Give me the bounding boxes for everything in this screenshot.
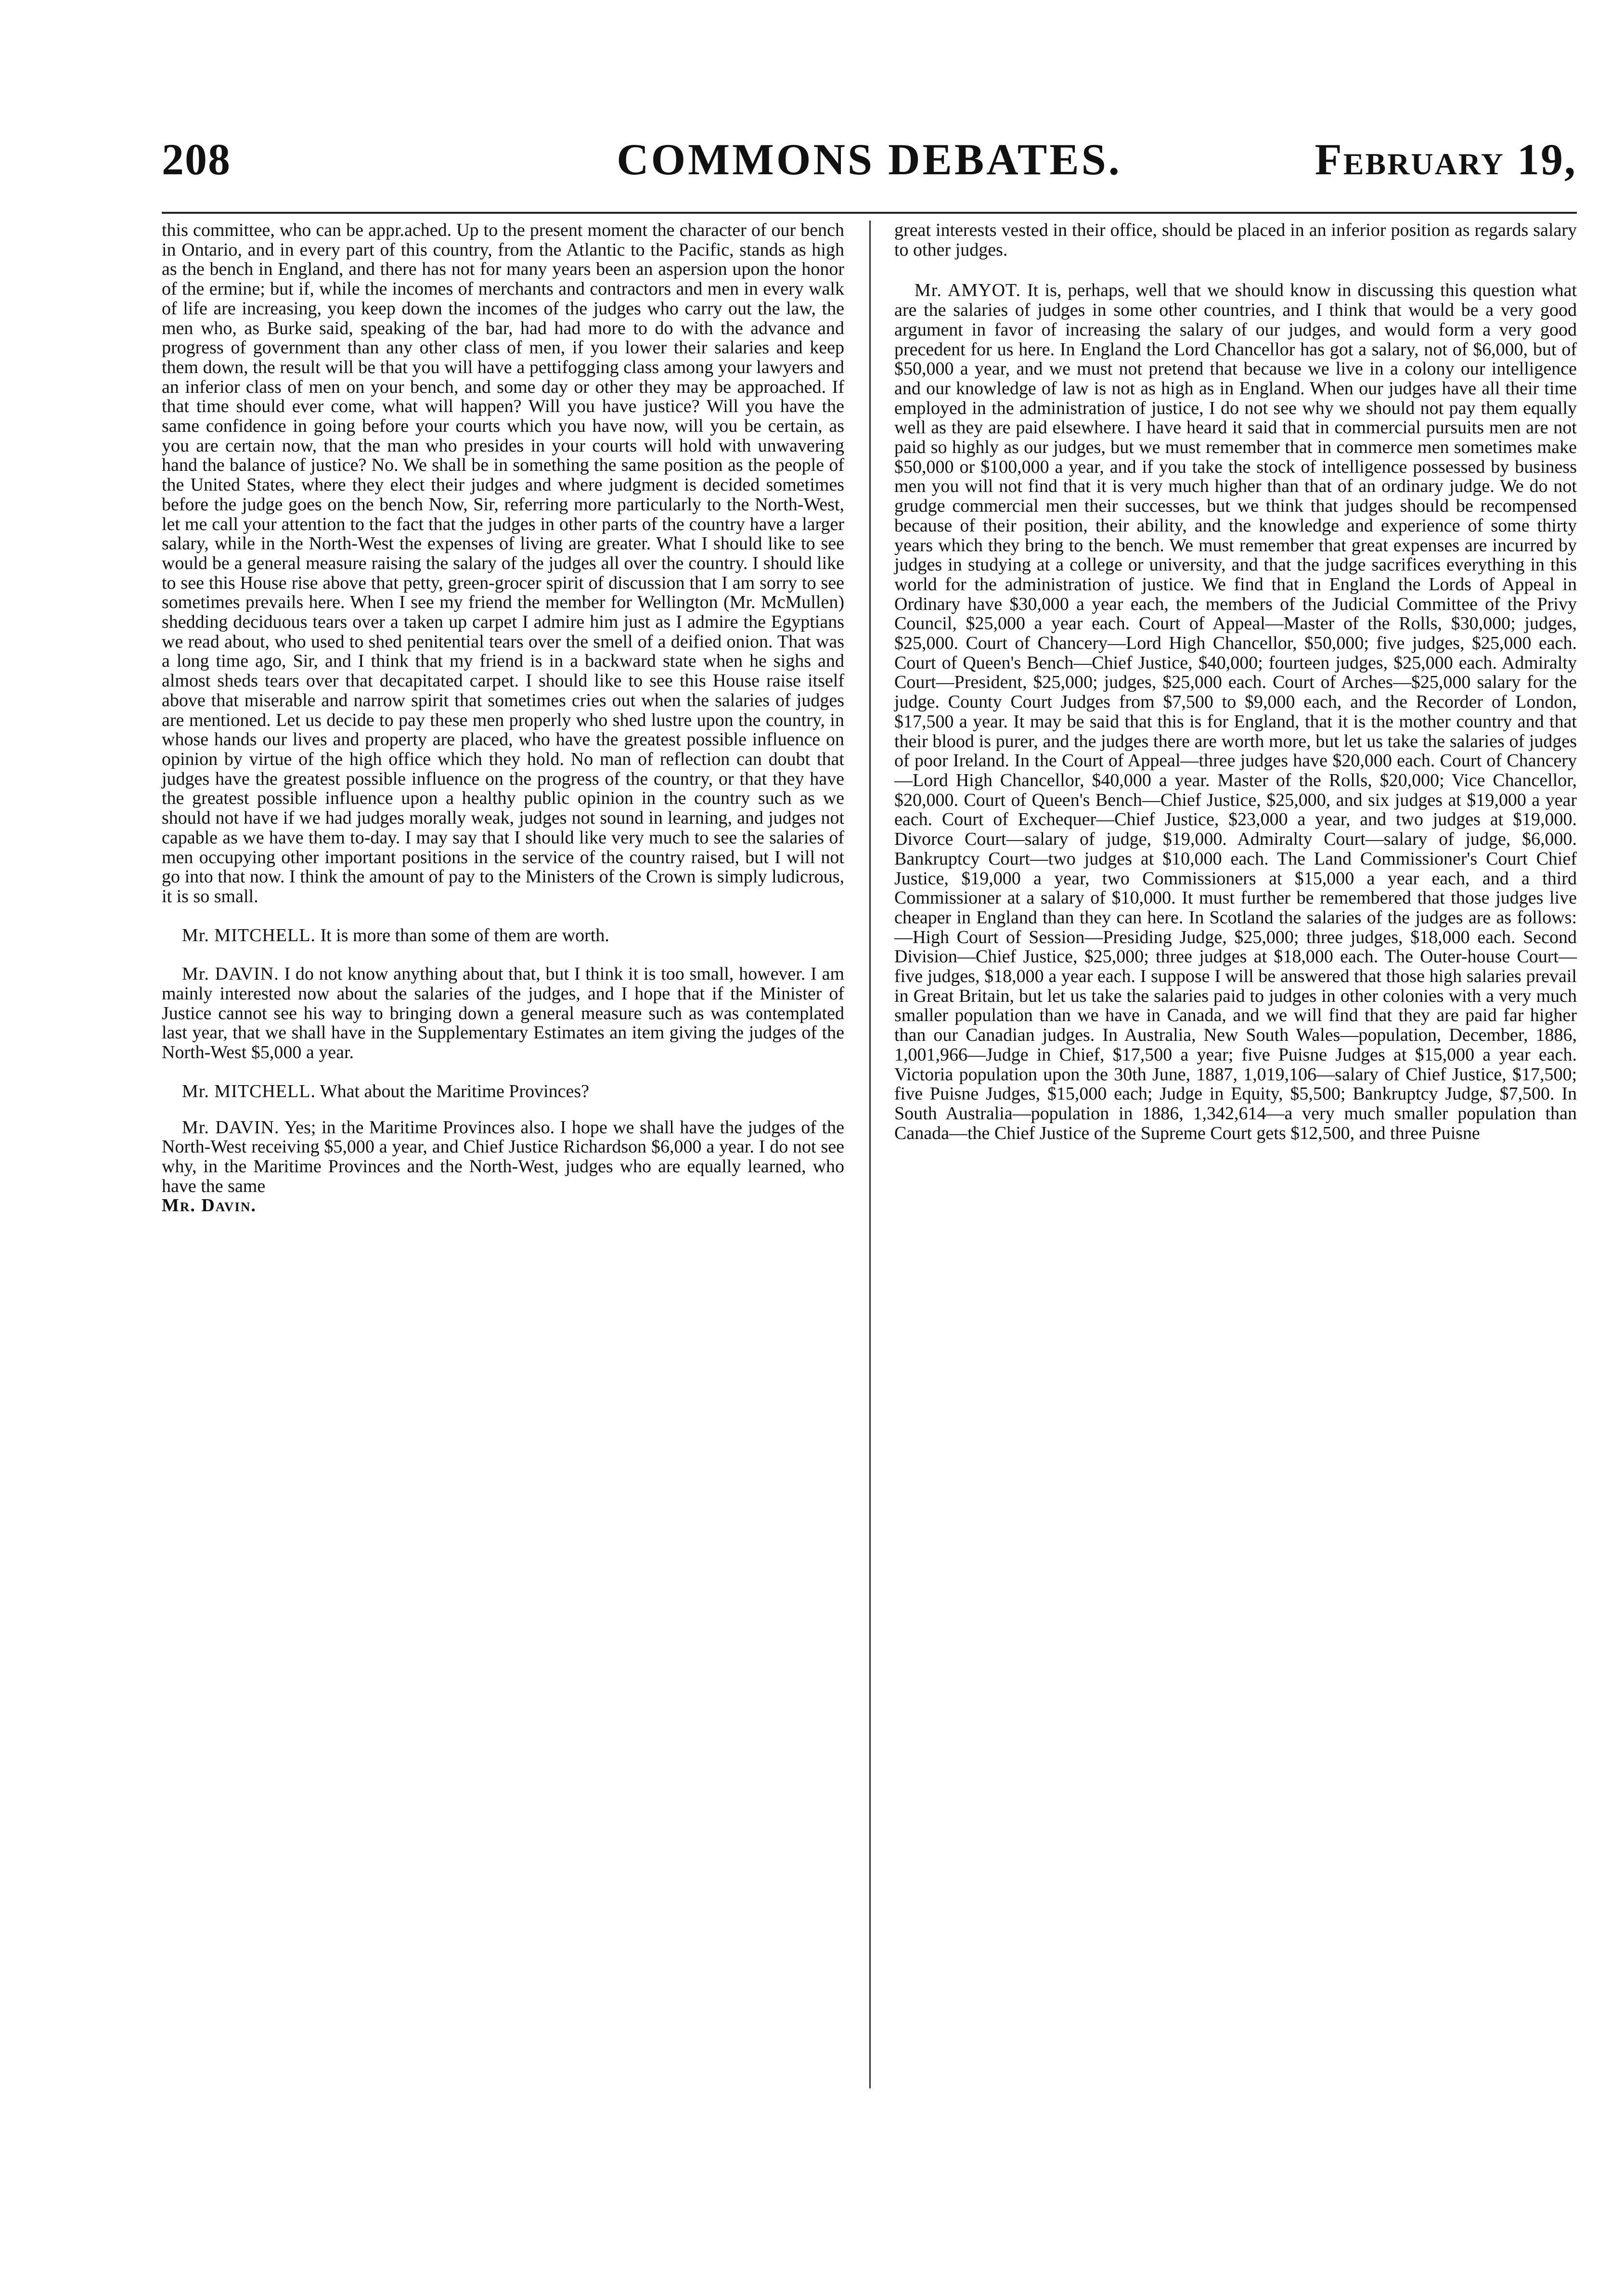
running-title: COMMONS DEBATES. (617, 135, 1122, 184)
paragraph: this committee, who can be appr.ached. Up to the present moment the character of our bench in Ontario, and in every part of this country, from the Atlantic to the Pacific, stands as high as the bench in England, and there has not for many years been an aspersion upon the honor of the ermine; but if, while the incomes of merchants and contractors and men in every walk of life are increasing, you keep down the incomes of the judges who carry out the law, the men who, as Burke said, speaking of the bar, had had more to do with the advance and progress of government than any other class of men, if you lower their salaries and keep them down, the result will be that you will have a pettifogging class among your lawyers and an inferior class of men on your bench, and some day or other they may be approached. If that time should ever come, what will happen? Will you have justice? Will you have the same confidence in going before your courts which you have now, will you be certain, as you are certain now, that the man who presides in your courts will hold with unwavering hand the balance of justice? No. We shall be in something the same position as the people of the United States, where they elect their judges and where judgment is decided sometimes before the judge goes on the bench Now, Sir, referring more particularly to the North-West, let me call your attention to the fact that the judges in other parts of the country have a larger salary, while in the North-West the expenses of living are greater. What I should like to see would be a general measure raising the salary of the judges all over the country. I should like to see this House rise above that petty, green-grocer spirit of discussion that I am sorry to see sometimes prevails here. When I see my friend the member for Wellington (Mr. McMullen) shedding deciduous tears over a taken up carpet I admire him just as I admire the Egyptians we read about, who used to shed penitential tears over the smell of a deified onion. That was a long time ago, Sir, and I think that my friend is in a backward state when he sighs and almost sheds tears over that decapitated carpet. I should like to see this House raise itself above that miserable and narrow spirit that sometimes cries out when the salaries of judges are mentioned. Let us decide to pay these men properly who shed lustre upon the country, in whose hands our lives and property are placed, who have the greatest possible influence on opinion by virtue of the high office which they hold. No man of reflection can doubt that judges have the greatest possible influence on the progress of the country, or that they have the greatest possible influence upon a healthy public opinion in the country such as we should not have if we had judges morally weak, judges not sound in learning, and judges not capable as we have them to-day. I may say that I should like very much to see the salaries of men occupying other important positions in the service of the country raised, but I will not go into that now. I think the amount of pay to the Ministers of the Crown is simply ludicrous, it is so small. (162, 220, 844, 906)
speaker-name: Mr. MITCHELL. (182, 1081, 316, 1101)
speech-text: It is more than some of them are worth. (320, 925, 609, 945)
catchword-speaker: Mr. Davin. (162, 1195, 257, 1216)
speech-paragraph (162, 964, 844, 1062)
speech-text: Yes; in the Maritime Provinces also. I hope we shall have the judges of the North-West receiving $5,000 a year, and Chief Justice Richardson $6,000 a year. I do not see why, in the Maritime Provinces and the North-West, judges who are equally learned, who have the same (162, 1117, 844, 1196)
speech-paragraph (894, 281, 1577, 1143)
paragraph: great interests vested in their office, should be placed in an inferior position as regards salary to other judges. (894, 220, 1577, 260)
left-column (162, 220, 844, 1216)
speaker-name: Mr. DAVIN. (182, 1117, 280, 1138)
text-columns (162, 220, 1577, 2098)
speech-paragraph (162, 1082, 844, 1101)
speech-text: What about the Maritime Provinces? (320, 1081, 590, 1101)
speech-paragraph (162, 926, 844, 945)
speaker-name: Mr. AMYOT. (915, 280, 1021, 301)
speaker-name: Mr. DAVIN. (182, 964, 279, 984)
speech-text: I do not know anything about that, but I think it is too small, however. I am mainly interested now about the salaries of the judges, and I hope that if the Minister of Justice cannot see his way to bringing down a general measure such as was contemplated last year, that we shall have in the Supplementary Estimates an item giving the judges of the North-West $5,000 a year. (162, 964, 845, 1063)
page-header (162, 124, 1577, 196)
column-divider (869, 220, 871, 2088)
right-column (894, 220, 1577, 1143)
speech-text: It is, perhaps, well that we should know in discussing this question what are the salaries of judges in some other countries, and I think that would be a very good argument in favor of increasing the salary of our judges, and would form a very good precedent for us here. In England the Lord Chancellor has got a salary, not of $6,000, but of $50,000 a year, and we must not pretend that because we live in a colony our intelligence and our knowledge of law is not as high as in England. When our judges have all their time employed in the administration of justice, I do not see why we should not pay them equally well as they are paid elsewhere. I have heard it said that in commercial pursuits men are not paid so highly as our judges, but we must remember that in commerce men sometimes make $50,000 or $100,000 a year, and if you take the stock of intelligence possessed by business men you will not find that it is very much higher than that of an ordinary judge. We do not grudge commercial men their successes, but we think that judges should be recompensed because of their position, their ability, and the knowledge and experience of some thirty years which they bring to the bench. We must remember that great expenses are incurred by judges in studying at a college or university, and that the judge sacrifices everything in this world for the administration of justice. We find that in England the Lords of Appeal in Ordinary have $30,000 a year each, the members of the Judicial Committee of the Privy Council, $25,000 a year each. Court of Appeal—Master of the Rolls, $30,000; judges, $25,000. Court of Chancery—Lord High Chancellor, $50,000; five judges, $25,000 each. Court of Queen's Bench—Chief Justice, $40,000; fourteen judges, $25,000 each. Admiralty Court—President, $25,000; judges, $25,000 each. Court of Arches—$25,000 salary for the judge. County Court Judges from $7,500 to $9,000 each, and the Recorder of London, $17,500 a year. It may be said that this is for England, that it is the mother country and that their blood is purer, and the judges there are worth more, but let us take the salaries of judges of poor Ireland. In the Court of Appeal—three judges have $20,000 each. Court of Chancery—Lord High Chancellor, $40,000 a year. Master of the Rolls, $20,000; Vice Chancellor, $20,000. Court of Queen's Bench—Chief Justice, $25,000, and six judges at $19,000 a year each. Court of Exchequer—Chief Justice, $23,000 a year, and two judges at $19,000. Divorce Court—salary of judge, $19,000. Admiralty Court—salary of judge, $6,000. Bankruptcy Court—two judges at $10,000 each. The Land Commissioner's Court Chief Justice, $19,000 a year, two Commissioners at $15,000 a year each, and a third Commissioner at a salary of $10,000. It must further be remembered that those judges live cheaper in England than they can here. In Scotland the salaries of the judges are as follows:—High Court of Session—Presiding Judge, $25,000; three judges, $18,000 each. Second Division—Chief Justice, $25,000; three judges at $18,000 each. The Outer-house Court—five judges, $18,000 a year each. I suppose I will be answered that those high salaries prevail in Great Britain, but let us take the salaries paid to judges in other colonies with a very much smaller population than we have in Canada, and we will find that they are paid far higher than our Canadian judges. In Australia, New South Wales—population, December, 1886, 1,001,966—Judge in Chief, $17,500 a year; five Puisne Judges at $15,000 a year each. Victoria population upon the 30th June, 1887, 1,019,106—salary of Chief Justice, $17,500; five Puisne Judges, $15,000 each; Judge in Equity, $5,500; Bankruptcy Judge, $7,500. In South Australia—population in 1886, 1,342,614—a very much smaller population than Canada—the Chief Justice of the Supreme Court gets $12,500, and three Puisne (894, 280, 1577, 1143)
header-date: February 19, (1315, 135, 1577, 184)
header-rule (162, 212, 1577, 214)
page-number: 208 (162, 135, 231, 184)
speech-paragraph (162, 1118, 844, 1196)
speaker-name: Mr. MITCHELL. (182, 925, 316, 945)
